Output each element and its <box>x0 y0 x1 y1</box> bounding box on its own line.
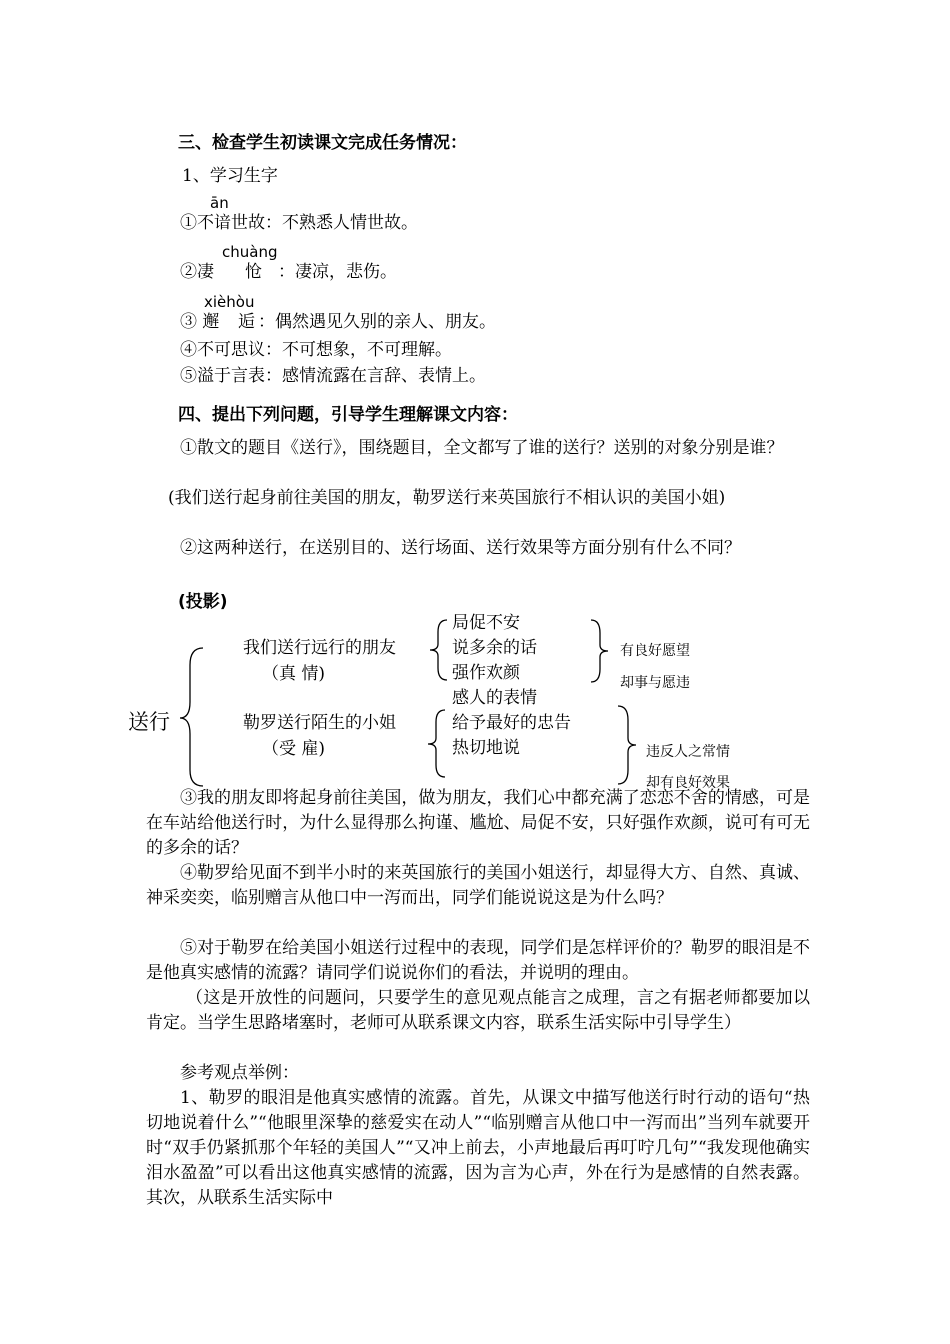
diagram-label: (投影) <box>178 592 228 612</box>
branch1-points-brace <box>430 620 447 680</box>
branch1-title: 我们送行远行的朋友 <box>243 638 396 658</box>
branch2-title: 勒罗送行陌生的小姐 <box>243 713 396 733</box>
branch2-subtitle: （受 雇) <box>262 739 326 759</box>
branch2-point-2: 给予最好的忠告 <box>452 713 571 733</box>
branch1-point-3: 强作欢颜 <box>452 663 520 683</box>
vocab-item-2-char2: 怆 <box>245 262 262 282</box>
root-brace <box>180 648 203 786</box>
question-3: ③我的朋友即将起身前往美国，做为朋友，我们心中都充满了恋恋不舍的情感，可是在车站给他送行时，为什么显得那么拘谨、尴尬、局促不安，只好强作欢颜，说可有可无的多余的话？ <box>146 788 810 858</box>
branch2-point-1: 感人的表情 <box>452 688 537 708</box>
pinyin-chuang: chuàng <box>222 243 278 261</box>
branch2-result-brace <box>618 706 636 784</box>
teacher-note: （这是开放性的问题问，只要学生的意见观点能言之成理，言之有据老师都要加以肯定。当学生思路堵塞时，老师可从联系课文内容，联系生活实际中引导学生） <box>146 988 810 1033</box>
answer-1: (我们送行起身前往美国的朋友，勒罗送行来英国旅行不相认识的美国小姐) <box>168 488 726 508</box>
question-4: ④勒罗给见面不到半小时的来英国旅行的美国小姐送行，却显得大方、自然、真诚、神采奕奕，临别赠言从他口中一泻而出，同学们能说说这是为什么吗？ <box>146 863 810 908</box>
question-1: ①散文的题目《送行》，围绕题目，全文都写了谁的送行？送别的对象分别是谁？ <box>180 438 784 458</box>
branch1-point-2: 说多余的话 <box>452 638 537 658</box>
vocab-item-4: ④不可思议：不可想象，不可理解。 <box>180 340 452 360</box>
branch1-subtitle: （真 情) <box>262 664 326 684</box>
question-2: ②这两种送行，在送别目的、送行场面、送行效果等方面分别有什么不同？ <box>180 538 741 558</box>
vocab-item-2-char1: ②凄 <box>180 262 214 282</box>
section3-heading: 三、检查学生初读课文完成任务情况： <box>178 133 467 153</box>
reference-title: 参考观点举例： <box>180 1063 299 1083</box>
vocab-item-3-char2: 逅 <box>238 312 255 332</box>
branch1-result-brace <box>591 620 608 682</box>
vocab-item-2-def: ：凄凉，悲伤。 <box>278 262 397 282</box>
vocab-item-3-char1: ③ 邂 <box>180 312 220 332</box>
branch2-points-brace <box>428 710 445 777</box>
reference-point-1: 1、勒罗的眼泪是他真实感情的流露。首先，从课文中描写他送行时行动的语句“热切地说着什么”“他眼里深挚的慈爱实在动人”“临别赠言从他口中一泻而出”当列车就要开时“双手仍紧抓那个年轻的美国人”“又冲上前去，小声地最后再叮咛几句”“我发现他确实泪水盈盈”可以看出这他真实感情的流露，因为言为心声，外在行为是感情的自然表露。其次，从联系生活实际中 <box>146 1088 810 1208</box>
vocab-item-3-def: ：偶然遇见久别的亲人、朋友。 <box>258 312 496 332</box>
pinyin-xiehou: xièhòu <box>204 293 255 311</box>
vocab-item-1: ①不谙世故：不熟悉人情世故。 <box>180 213 418 233</box>
branch2-result-1: 违反人之常情 <box>646 744 730 760</box>
diagram-root: 送行 <box>128 710 170 734</box>
question-5: ⑤对于勒罗在给美国小姐送行过程中的表现，同学们是怎样评价的？勒罗的眼泪是不是他真实感情的流露？请同学们说说你们的看法，并说明的理由。 <box>146 938 810 983</box>
section3-subheading: 1、学习生字 <box>182 166 278 186</box>
section4-heading: 四、提出下列问题，引导学生理解课文内容： <box>178 405 518 425</box>
branch1-result-1: 有良好愿望 <box>620 643 690 659</box>
branch1-point-1: 局促不安 <box>452 613 520 633</box>
branch2-result-2: 却有良好效果 <box>646 775 730 791</box>
branch2-point-3: 热切地说 <box>452 738 520 758</box>
vocab-item-5: ⑤溢于言表：感情流露在言辞、表情上。 <box>180 366 486 386</box>
pinyin-an: ān <box>210 194 229 212</box>
branch1-result-2: 却事与愿违 <box>620 675 690 691</box>
